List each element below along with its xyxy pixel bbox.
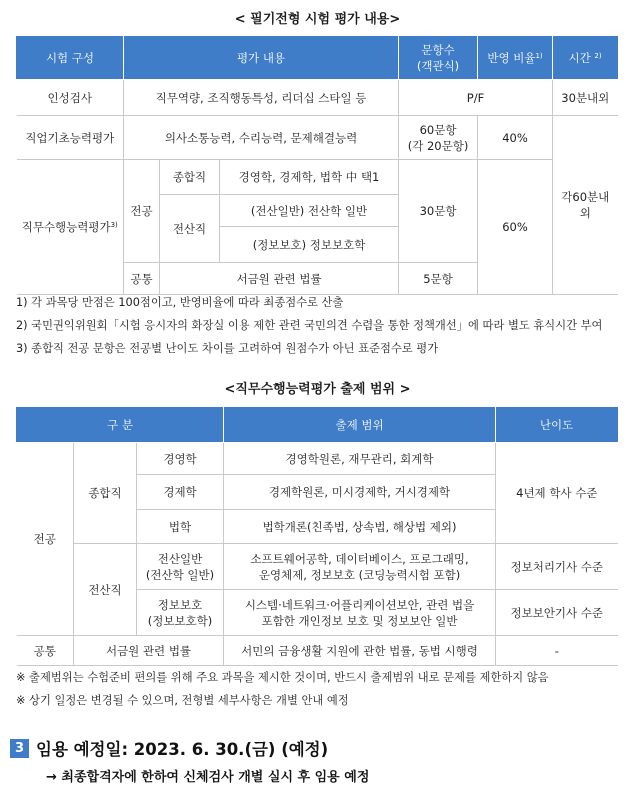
scope-economics-subject: 경제학 xyxy=(137,475,224,510)
scope-note-1: ※ 출제범위는 수험준비 편의를 위해 주요 과목을 제시한 것이며, 반드시 출제범위 내로 문제를 제한하지 않음 xyxy=(16,671,549,684)
scope-it: 전산직 xyxy=(74,544,137,636)
header-composition: 시험 구성 xyxy=(17,37,124,80)
scope-it-security-difficulty: 정보보안기사 수준 xyxy=(496,590,618,636)
row-job-major: 전공 xyxy=(124,160,160,263)
row-job-common: 공통 xyxy=(124,263,160,295)
scope-title: <직무수행능력평가 출제 범위 > xyxy=(224,382,411,397)
scope-common-range: 서민의 금융생활 지원에 관한 법률, 동법 시행령 xyxy=(224,636,496,666)
row-job-ratio: 60% xyxy=(478,160,553,295)
header-time: 시간 $^{2)}$ xyxy=(553,37,618,80)
row-job-general: 종합직 xyxy=(160,160,220,195)
scope-it-general-range: 소프트웨어공학, 데이터베이스, 프로그래밍, 운영체제, 정보보호 (코딩능력시험 포함) xyxy=(224,544,496,590)
row-basic-questions: 60문항 (각 20문항) xyxy=(399,116,478,160)
row-personality-time: 30분내외 xyxy=(553,80,618,116)
written-exam-table xyxy=(16,36,618,295)
scope-general: 종합직 xyxy=(74,443,137,544)
section-number-badge: 3 xyxy=(10,739,29,758)
row-job-common-questions: 5문항 xyxy=(399,263,478,295)
section-title: 임용 예정일: 2023. 6. 30.(금) (예정) xyxy=(36,740,329,759)
row-basic-name: 직업기초능력평가 xyxy=(17,116,124,160)
row-basic-ratio: 40% xyxy=(478,116,553,160)
row-job-it-content-2: (정보보호) 정보보호학 xyxy=(220,227,399,263)
scope-law-range: 법학개론(친족법, 상속법, 해상법 제외) xyxy=(224,510,496,544)
section-subtitle: → 최종합격자에 한하여 신체검사 개별 실시 후 임용 예정 xyxy=(46,770,370,785)
scope-general-difficulty: 4년제 학사 수준 xyxy=(496,443,618,544)
header-content: 평가 내용 xyxy=(124,37,399,80)
scope-common-name: 공통 xyxy=(17,636,74,666)
scope-business-range: 경영학원론, 재무관리, 회계학 xyxy=(224,443,496,475)
scope-header-category: 구 분 xyxy=(17,408,224,443)
row-personality-content: 직무역량, 조직행동특성, 리더십 스타일 등 xyxy=(124,80,399,116)
scope-common-subject: 서금원 관련 법률 xyxy=(74,636,224,666)
scope-law-subject: 법학 xyxy=(137,510,224,544)
scope-header-range: 출제 범위 xyxy=(224,408,496,443)
shared-time: 각60분내외 xyxy=(553,116,618,295)
row-job-it-content-1: (전산일반) 전산학 일반 xyxy=(220,195,399,227)
row-job-it: 전산직 xyxy=(160,195,220,263)
row-personality-result: P/F xyxy=(399,80,553,116)
scope-major: 전공 xyxy=(17,443,74,636)
scope-it-security-range: 시스템·네트워크·어플리케이션보안, 관련 법을 포함한 개인정보 보호 및 정보보안 일반 xyxy=(224,590,496,636)
header-ratio: 반영 비율$^{1)}$ xyxy=(478,37,553,80)
scope-table xyxy=(16,407,618,666)
scope-it-general-difficulty: 정보처리기사 수준 xyxy=(496,544,618,590)
row-job-common-content: 서금원 관련 법률 xyxy=(160,263,399,295)
row-job-major-questions: 30문항 xyxy=(399,160,478,263)
scope-note-2: ※ 상기 일정은 변경될 수 있으며, 전형별 세부사항은 개별 안내 예정 xyxy=(16,694,349,707)
scope-it-security-subject: 정보보호 (정보보호학) xyxy=(137,590,224,636)
row-job-name: 직무수행능력평가$^{3)}$ xyxy=(17,160,124,295)
row-personality-name: 인성검사 xyxy=(17,80,124,116)
header-questions: 문항수 (객관식) xyxy=(399,37,478,80)
row-basic-content: 의사소통능력, 수리능력, 문제해결능력 xyxy=(124,116,399,160)
footnote-2: 2) 국민권익위원회「시험 응시자의 화장실 이용 제한 관련 국민의견 수렴을 통한 정책개선」에 따라 별도 휴식시간 부여 xyxy=(16,319,603,332)
scope-common-difficulty: - xyxy=(496,636,618,666)
scope-header-difficulty: 난이도 xyxy=(496,408,618,443)
row-job-general-content: 경영학, 경제학, 법학 中 택1 xyxy=(220,160,399,195)
scope-business-subject: 경영학 xyxy=(137,443,224,475)
scope-it-general-subject: 전산일반 (전산학 일반) xyxy=(137,544,224,590)
footnote-1: 1) 각 과목당 만점은 100점이고, 반영비율에 따라 최종점수로 산출 xyxy=(16,296,344,309)
scope-economics-range: 경제학원론, 미시경제학, 거시경제학 xyxy=(224,475,496,510)
footnote-3: 3) 종합직 전공 문항은 전공별 난이도 차이를 고려하여 원점수가 아닌 표준점수로 평가 xyxy=(16,342,439,355)
written-exam-title: < 필기전형 시험 평가 내용> xyxy=(234,12,401,27)
